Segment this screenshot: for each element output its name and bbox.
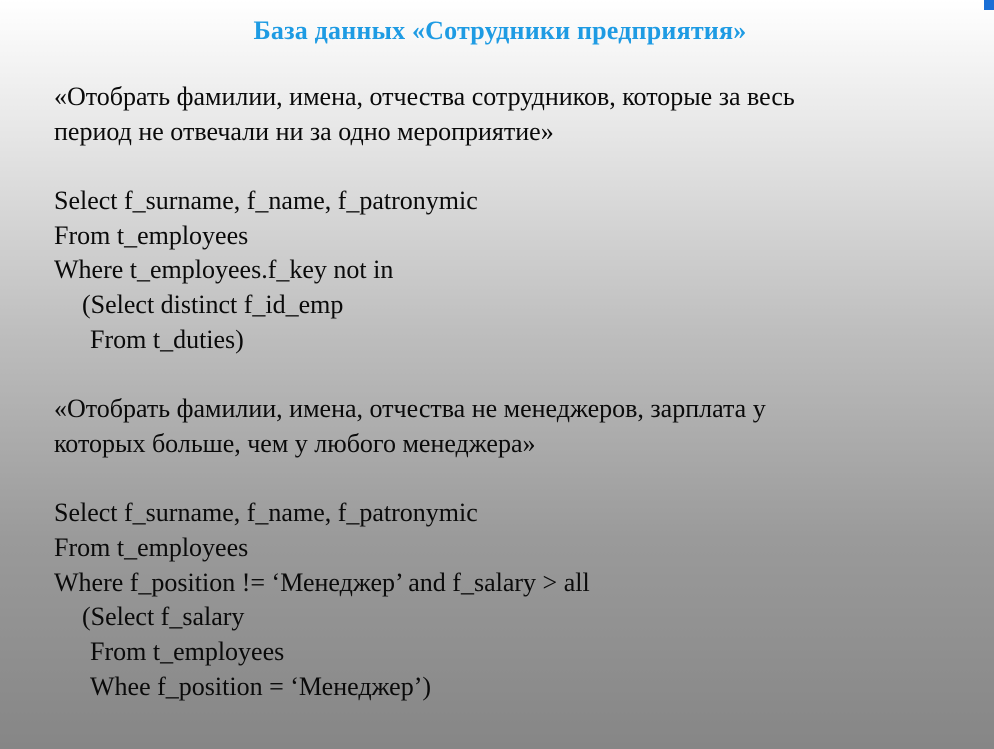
- query2-description-line-1: «Отобрать фамилии, имена, отчества не менеджеров, зарплата у: [54, 394, 766, 424]
- query2-sql-line-6: Whee f_position = ‘Менеджер’): [90, 671, 432, 701]
- query1-sql-line-4: (Select distinct f_id_emp: [82, 290, 344, 320]
- spacer: [54, 462, 954, 497]
- query2-sql-line-1: Select f_surname, f_name, f_patronymic: [54, 498, 478, 528]
- query1-description-line-1: «Отобрать фамилии, имена, отчества сотрудников, которые за весь: [54, 82, 795, 111]
- query1-sql-line-2: From t_employees: [54, 220, 249, 250]
- slide-title: База данных «Сотрудники предприятия»: [253, 16, 747, 45]
- query2-sql-line-4: (Select f_salary: [82, 602, 245, 632]
- slide-content: [54, 80, 954, 704]
- query1-sql-line-3: Where t_employees.f_key not in: [54, 255, 394, 285]
- query1-description-line-2: период не отвечали ни за одно мероприятие»: [54, 116, 554, 146]
- corner-mark: [984, 0, 994, 10]
- query2-sql-line-2: From t_employees: [54, 532, 249, 562]
- query1-sql-line-1: Select f_surname, f_name, f_patronymic: [54, 186, 478, 216]
- query1-sql-line-5: From t_duties): [90, 324, 244, 354]
- query2-sql-line-5: From t_employees: [90, 637, 285, 666]
- query2-sql-line-3: Where f_position != ‘Менеджер’ and f_salary > all: [54, 567, 590, 597]
- spacer: [54, 358, 954, 393]
- spacer: [54, 149, 954, 184]
- query2-description-line-2: которых больше, чем у любого менеджера»: [54, 428, 536, 458]
